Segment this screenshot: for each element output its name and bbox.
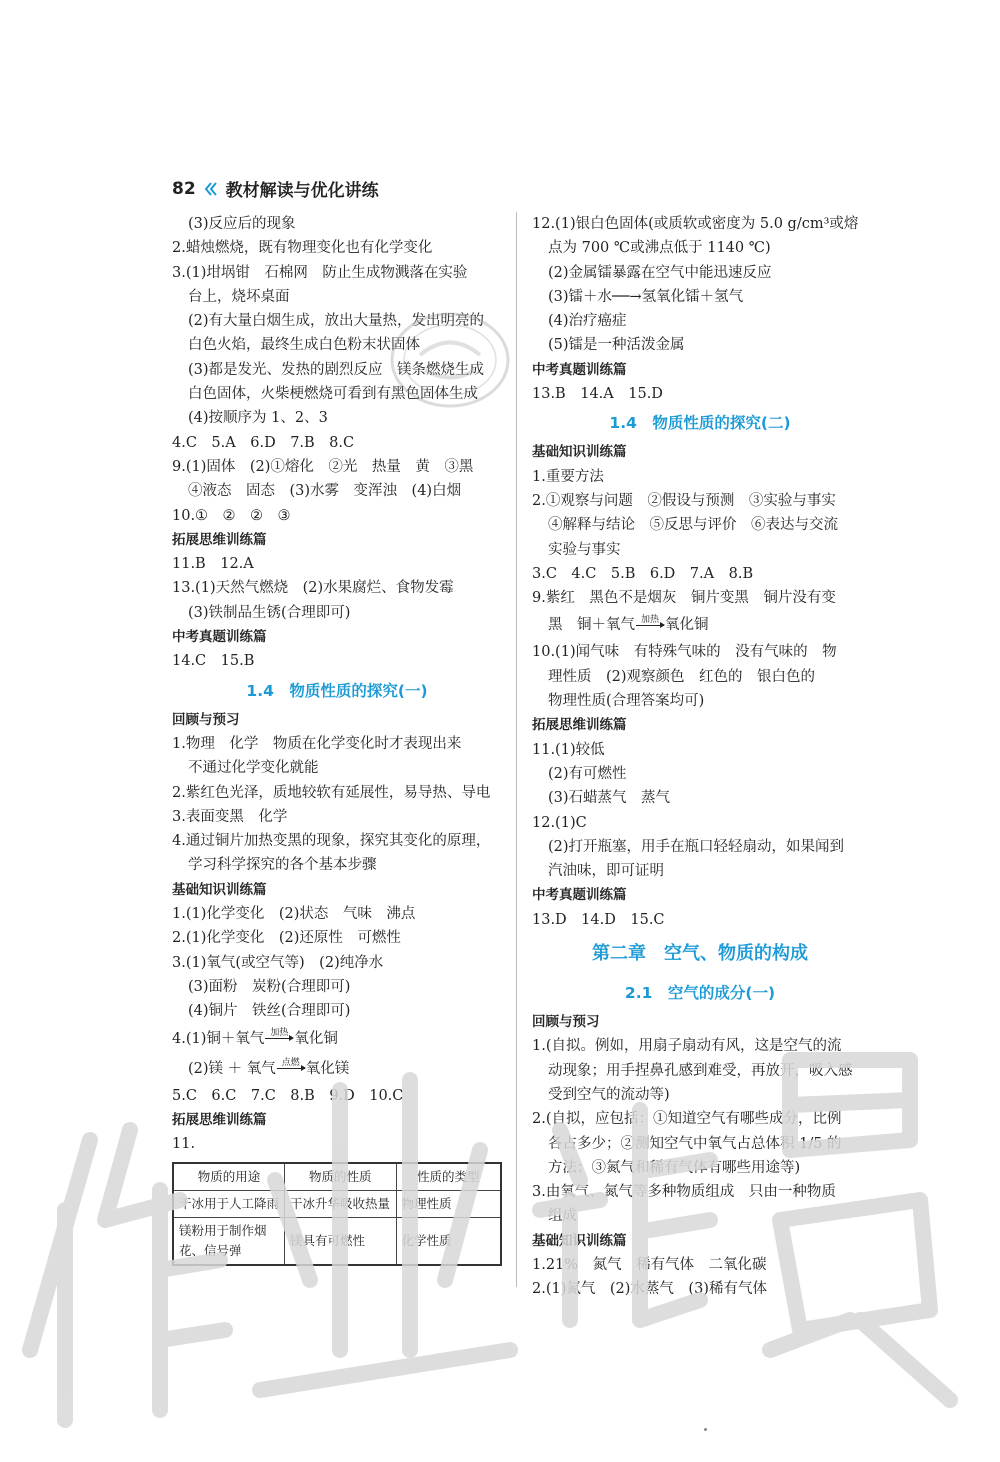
answer-line: 12.(1)C — [532, 814, 587, 831]
answer-line: 9.紫红 黑色不是烟灰 铜片变黑 铜片没有变 — [532, 590, 836, 607]
answer-line: 10.① ② ② ③ — [172, 507, 291, 524]
answer-line: 3.(1)氧气(或空气等) (2)纯净水 — [172, 954, 384, 971]
answer-line: 组成 — [548, 1208, 577, 1225]
answer-line: 3.C 4.C 5.B 6.D 7.A 8.B — [532, 565, 754, 582]
answer-line: 11.(1)较低 — [532, 741, 605, 758]
equation-line — [172, 1054, 502, 1084]
book-title: 教材解读与优化讲练 — [225, 181, 379, 201]
column-divider — [516, 212, 517, 1287]
section-label: 基础知识训练篇 — [172, 881, 267, 898]
equation-product: 氧化铜 — [294, 1030, 338, 1047]
lesson-heading: 1.4 物质性质的探究(一) — [246, 681, 428, 700]
answer-line: 4.C 5.A 6.D 7.B 8.C — [172, 434, 355, 451]
double-chevron-left-icon — [204, 181, 218, 197]
page-header — [172, 176, 379, 201]
equation-reactants: 黑 铜＋氧气 — [548, 617, 635, 634]
answer-line: 1.物理 化学 物质在化学变化时才表现出来 — [172, 735, 462, 752]
right-column — [532, 212, 868, 1302]
answer-line: 台上，烧坏桌面 — [188, 288, 290, 305]
table-header: 物质的用途 — [173, 1163, 285, 1191]
answer-line: (5)镭是一种活泼金属 — [548, 337, 685, 354]
left-column — [172, 212, 502, 1266]
answer-line: 1.(1)化学变化 (2)状态 气味 沸点 — [172, 906, 416, 923]
answer-line: (3)石蜡蒸气 蒸气 — [548, 790, 671, 807]
answer-line: 白色火焰，最终生成白色粉末状固体 — [188, 337, 420, 354]
answer-line: 14.C 15.B — [172, 653, 255, 670]
lesson-heading: 1.4 物质性质的探究(二) — [609, 414, 791, 433]
table-cell: 镁具有可燃性 — [285, 1218, 397, 1266]
section-label: 拓展思维训练篇 — [172, 1111, 267, 1128]
answer-line: 2.(自拟，应包括：①知道空气有哪些成分，比例 — [532, 1111, 842, 1128]
answer-line: 12.(1)银白色固体(或质软或密度为 5.0 g/cm³或熔 — [532, 216, 859, 232]
reaction-condition: 点燃 — [281, 1058, 300, 1068]
table-cell: 干冰升华吸收热量 — [285, 1191, 397, 1218]
answer-line: 3.表面变黑 化学 — [172, 808, 288, 825]
section-label: 拓展思维训练篇 — [532, 717, 627, 734]
answer-line: 13.B 14.A 15.D — [532, 386, 663, 403]
answer-line: (2)金属镭暴露在空气中能迅速反应 — [548, 264, 772, 281]
table-row — [173, 1218, 501, 1266]
answer-line: 4.通过铜片加热变黑的现象，探究其变化的原理， — [172, 833, 491, 850]
answer-line: 1.(自拟。例如，用扇子扇动有风，这是空气的流 — [532, 1038, 842, 1055]
answer-line: 10.(1)闻气味 有特殊气味的 没有气味的 物 — [532, 644, 837, 661]
answer-line: 13.(1)天然气燃烧 (2)水果腐烂、食物发霉 — [172, 580, 454, 597]
table-row — [173, 1191, 501, 1218]
answer-line: 动现象；用手捏鼻孔感到难受，再放开，吸入感 — [548, 1062, 853, 1079]
table-header: 物质的性质 — [285, 1163, 397, 1191]
answer-line: (3)铁制品生锈(合理即可) — [188, 604, 351, 621]
answer-line: 5.C 6.C 7.C 8.B 9.D 10.C — [172, 1087, 404, 1104]
table-cell: 物理性质 — [396, 1191, 501, 1218]
section-label: 回顾与预习 — [172, 711, 240, 728]
page-number: 82 — [172, 178, 196, 199]
reaction-arrow — [277, 1058, 305, 1079]
answer-line: 1.重要方法 — [532, 468, 604, 485]
table-cell: 化学性质 — [396, 1218, 501, 1266]
chapter-heading: 第二章 空气、物质的构成 — [592, 943, 808, 965]
answer-line: (2)打开瓶塞，用手在瓶口轻轻扇动，如果闻到 — [548, 838, 845, 855]
answer-line: 11. — [172, 1136, 196, 1153]
answer-line: 方法；③氮气和稀有气体有哪些用途等) — [548, 1159, 801, 1176]
answer-line: 学习科学探究的各个基本步骤 — [188, 857, 377, 874]
answer-line: 点为 700 ℃或沸点低于 1140 ℃) — [548, 240, 771, 257]
answer-line: (4)铜片 铁丝(合理即可) — [188, 1003, 351, 1020]
table-cell: 镁粉用于制作烟花、信号弹 — [173, 1218, 285, 1266]
table-header: 性质的类型 — [396, 1163, 501, 1191]
section-label: 基础知识训练篇 — [532, 1232, 627, 1249]
answer-line: 汽油味，即可证明 — [548, 863, 664, 880]
answer-line: (2)有大量白烟生成，放出大量热，发出明亮的 — [188, 313, 485, 330]
equation-line — [172, 1024, 502, 1054]
equation-reactants: 4.(1)铜＋氧气 — [172, 1030, 265, 1047]
answer-line: (2)有可燃性 — [548, 765, 627, 782]
property-table — [172, 1162, 502, 1266]
equation-product: 氧化镁 — [305, 1060, 350, 1077]
answer-line: 物理性质(合理答案均可) — [548, 693, 705, 710]
equation-reactants: (2)镁 ＋ 氧气 — [188, 1060, 276, 1077]
answer-line: 1.21% 氮气 稀有气体 二氧化碳 — [532, 1256, 767, 1273]
reaction-arrow — [636, 615, 664, 636]
answer-line: (3)镭＋水──→氢氧化镭＋氢气 — [548, 288, 744, 305]
answer-line: 9.(1)固体 (2)①熔化 ②光 热量 黄 ③黑 — [172, 458, 474, 475]
answer-line: 3.由氧气、氮气等多种物质组成 只由一种物质 — [532, 1184, 836, 1201]
answer-line: (4)按顺序为 1、2、3 — [188, 410, 328, 427]
reaction-condition: 加热 — [270, 1028, 289, 1038]
answer-line: 3.(1)坩埚钳 石棉网 防止生成物溅落在实验 — [172, 264, 468, 281]
answer-line: (3)面粉 炭粉(合理即可) — [188, 978, 351, 995]
section-label: 回顾与预习 — [532, 1014, 600, 1031]
section-label: 基础知识训练篇 — [532, 444, 627, 461]
answer-line: 2.紫红色光泽，质地较软有延展性，易导热、导电 — [172, 784, 491, 801]
answer-line: ④解释与结论 ⑤反思与评价 ⑥表达与交流 — [548, 517, 838, 534]
answer-line: 2.蜡烛燃烧，既有物理变化也有化学变化 — [172, 240, 433, 257]
section-label: 中考真题训练篇 — [532, 361, 627, 378]
section-label: 中考真题训练篇 — [532, 887, 627, 904]
answer-line: 白色固体，火柴梗燃烧可看到有黑色固体生成 — [188, 386, 478, 403]
answer-line: (4)治疗癌症 — [548, 313, 627, 330]
answer-line: 理性质 (2)观察颜色 红色的 银白色的 — [548, 668, 816, 685]
answer-line: 13.D 14.D 15.C — [532, 911, 665, 928]
section-label: 中考真题训练篇 — [172, 629, 267, 646]
answer-line: 不通过化学变化就能 — [188, 760, 319, 777]
answer-line: ④液态 固态 (3)水雾 变浑浊 (4)白烟 — [188, 483, 462, 500]
answer-line: 实验与事实 — [548, 541, 621, 558]
table-cell: 干冰用于人工降雨 — [173, 1191, 285, 1218]
reaction-condition: 加热 — [640, 614, 659, 625]
section-label: 拓展思维训练篇 — [172, 531, 267, 548]
answer-line: (3)反应后的现象 — [188, 216, 296, 232]
answer-line: 受到空气的流动等) — [548, 1086, 670, 1103]
answer-line: (3)都是发光、发热的剧烈反应 镁条燃烧生成 — [188, 361, 485, 378]
answer-line: 2.(1)化学变化 (2)还原性 可燃性 — [172, 930, 401, 947]
answer-line: 2.(1)氮气 (2)水蒸气 (3)稀有气体 — [532, 1281, 767, 1298]
answer-line: 11.B 12.A — [172, 556, 254, 573]
reaction-arrow — [265, 1028, 293, 1049]
equation-product: 氧化铜 — [665, 617, 709, 634]
equation-line — [532, 610, 868, 640]
answer-line: 各占多少；②测知空气中氧气占总体积 1/5 的 — [548, 1135, 842, 1152]
lesson-heading: 2.1 空气的成分(一) — [624, 984, 776, 1003]
answer-line: 2.①观察与问题 ②假设与预测 ③实验与事实 — [532, 492, 836, 509]
page-dot — [704, 1428, 707, 1431]
